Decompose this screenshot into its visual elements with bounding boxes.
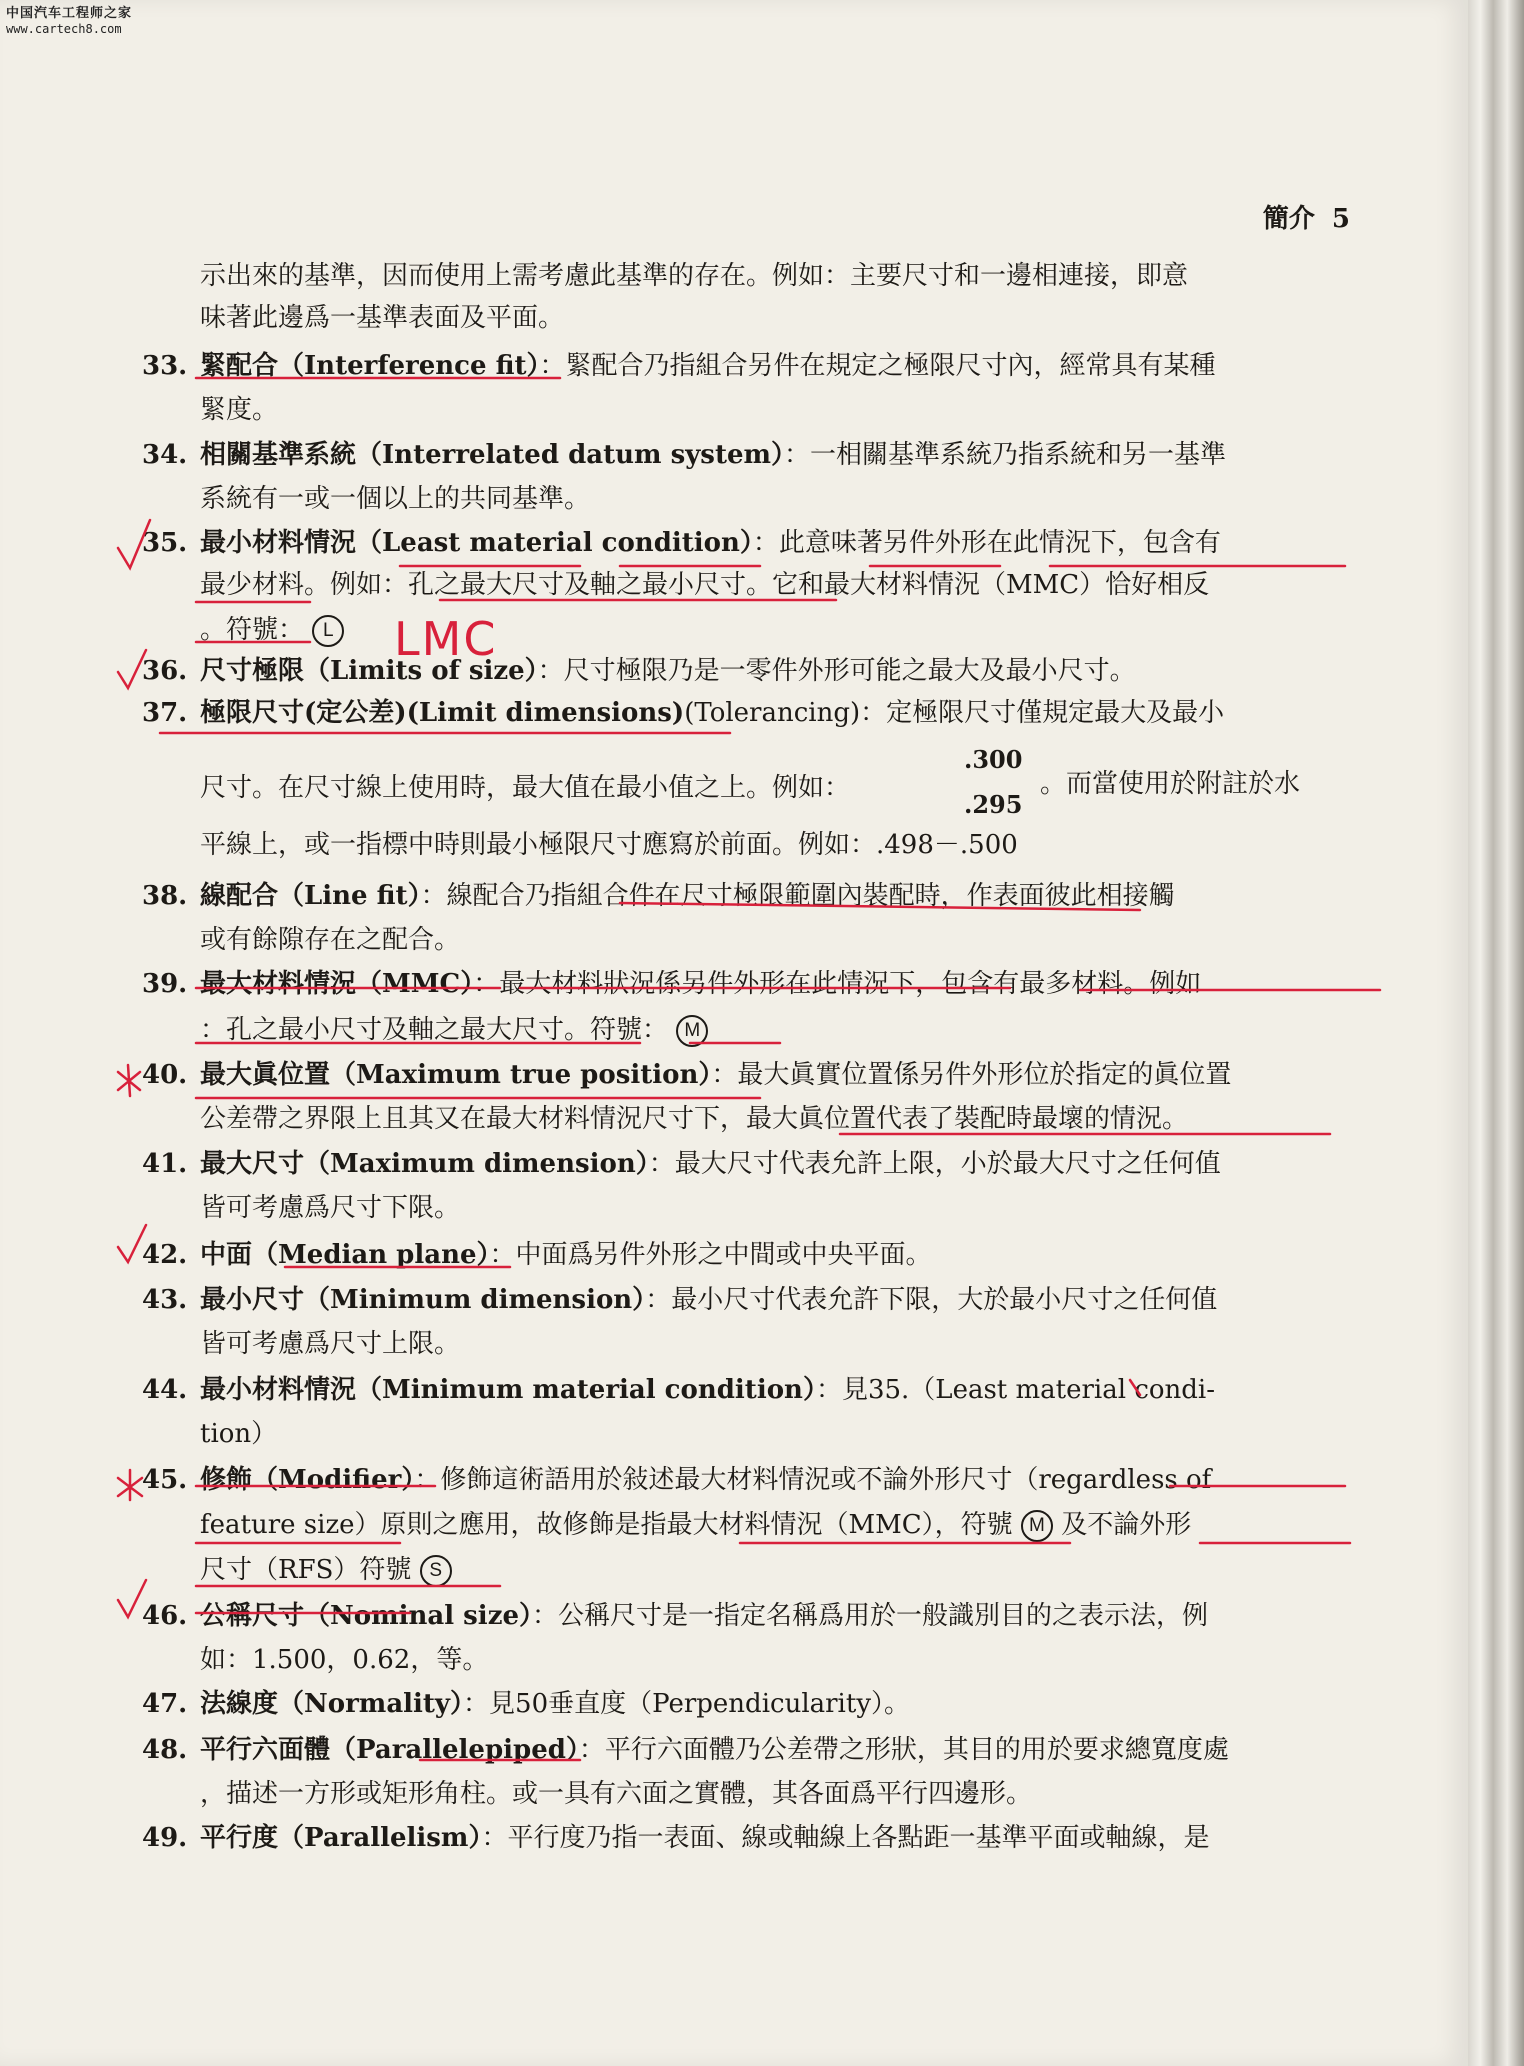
definition-line xyxy=(200,1462,1211,1498)
continuation-line xyxy=(200,1326,460,1362)
book-spine xyxy=(1468,0,1524,2066)
continuation-line xyxy=(200,567,1209,603)
continuation-line xyxy=(200,1012,708,1048)
line-text: 皆可考慮爲尺寸上限。 xyxy=(200,1329,461,1359)
term: 公稱尺寸（Nominal size） xyxy=(200,1601,532,1631)
definition-line xyxy=(200,966,1201,1002)
line-text: 如：1.500，0.62，等。 xyxy=(200,1645,489,1675)
term: 線配合（Line fit） xyxy=(200,881,421,911)
item-number: 37. xyxy=(142,698,188,728)
continuation-line xyxy=(200,481,590,517)
line-text: ：見50垂直度（Perpendicularity）。 xyxy=(463,1689,911,1719)
line-text: ：見35.（Least material condi- xyxy=(815,1375,1216,1405)
continuation-line xyxy=(200,1552,452,1588)
line-text: ：孔之最小尺寸及軸之最大尺寸。符號： xyxy=(200,1015,669,1045)
term: 最大尺寸（Maximum dimension） xyxy=(200,1149,649,1179)
watermark-logo: 中国汽车工程师之家 xyxy=(6,6,133,21)
definition-line xyxy=(200,1237,932,1273)
continuation-line xyxy=(200,922,460,958)
term: 尺寸極限（Limits of size） xyxy=(200,656,538,686)
item-number: 39. xyxy=(142,969,188,999)
fraction-bottom: .295 xyxy=(964,790,1023,819)
term: 平行度（Parallelism） xyxy=(200,1823,482,1853)
line-text: ：公稱尺寸是一指定名稱爲用於一般識別目的之表示法，例 xyxy=(532,1601,1209,1631)
term: 中面（Median plane） xyxy=(200,1240,490,1270)
continuation-line xyxy=(200,1776,1032,1812)
term: 最小材料情況（Least material condition） xyxy=(200,528,753,558)
symbol-circle: L xyxy=(312,615,344,647)
definition-line xyxy=(200,1598,1208,1634)
term: 緊配合（Interference fit） xyxy=(200,351,540,381)
continuation-line xyxy=(200,1190,460,1226)
line-text: ：線配合乃指組合件在尺寸極限範圍內裝配時，作表面彼此相接觸 xyxy=(420,881,1175,911)
line-text: ：中面爲另件外形之中間或中央平面。 xyxy=(489,1240,932,1270)
line-text: 系統有一或一個以上的共同基準。 xyxy=(200,484,591,514)
watermark xyxy=(6,6,156,36)
item-number: 47. xyxy=(142,1689,188,1719)
line-text: ：最大尺寸代表允許上限，小於最大尺寸之任何值 xyxy=(648,1149,1221,1179)
continuation-line xyxy=(200,258,1188,294)
term: 修飾（Modifier） xyxy=(200,1465,415,1495)
line-text: tion） xyxy=(200,1419,278,1449)
term: 最大材料情況（MMC） xyxy=(200,969,474,999)
term: 極限尺寸(定公差)(Limit dimensions) xyxy=(200,698,685,728)
line-text: 尺寸（RFS）符號 xyxy=(200,1555,412,1585)
continuation-line xyxy=(200,770,850,806)
definition-line xyxy=(200,348,1216,384)
term: 最小材料情況（Minimum material condition） xyxy=(200,1375,816,1405)
item-number: 38. xyxy=(142,881,188,911)
line-text: 緊度。 xyxy=(200,395,279,425)
term: 最小尺寸（Minimum dimension） xyxy=(200,1285,646,1315)
symbol-circle: M xyxy=(676,1015,708,1047)
continuation-line xyxy=(200,1642,488,1678)
line-text: 味著此邊爲一基準表面及平面。 xyxy=(200,303,565,333)
line-text: (Tolerancing)：定極限尺寸僅規定最大及最小 xyxy=(684,698,1225,728)
line-text: 尺寸。在尺寸線上使用時，最大值在最小值之上。例如： xyxy=(200,773,851,803)
definition-line xyxy=(200,1282,1217,1318)
definition-line xyxy=(200,653,1136,689)
line-text: 或有餘隙存在之配合。 xyxy=(200,925,461,955)
continuation-line xyxy=(200,1507,1191,1543)
continuation-line xyxy=(200,1101,1188,1137)
item-number: 36. xyxy=(142,656,188,686)
term: 相關基準系統（Interrelated datum system） xyxy=(200,440,785,470)
definition-line xyxy=(200,1372,1215,1408)
definition-line xyxy=(200,695,1224,731)
line-text: 皆可考慮爲尺寸下限。 xyxy=(200,1193,461,1223)
line-37-tail: 。而當使用於附註於水 xyxy=(1040,769,1301,799)
line-tail: 及不論外形 xyxy=(1061,1510,1192,1540)
item-number: 49. xyxy=(142,1823,188,1853)
definition-line xyxy=(200,1146,1221,1182)
item-number: 45. xyxy=(142,1465,188,1495)
symbol-circle: S xyxy=(420,1555,452,1587)
term: 最大眞位置（Maximum true position） xyxy=(200,1060,712,1090)
handwritten-lmc-annotation: LMC xyxy=(394,612,498,666)
continuation-line xyxy=(200,827,1018,863)
line-text: ：最大材料狀況係另件外形在此情況下，包含有最多材料。例如 xyxy=(473,969,1202,999)
line-text: 示出來的基準，因而使用上需考慮此基準的存在。例如：主要尺寸和一邊相連接，即意 xyxy=(200,261,1189,291)
line-text: ：最大眞實位置係另件外形位於指定的眞位置 xyxy=(711,1060,1232,1090)
line-text: ：尺寸極限乃是一零件外形可能之最大及最小尺寸。 xyxy=(537,656,1136,686)
item-number: 34. xyxy=(142,440,188,470)
item-number: 46. xyxy=(142,1601,188,1631)
section-title: 簡介 xyxy=(1262,204,1315,234)
continuation-line xyxy=(200,300,564,336)
item-number: 40. xyxy=(142,1060,188,1090)
line-text: ：此意味著另件外形在此情況下，包含有 xyxy=(752,528,1221,558)
watermark-url: www.cartech8.com xyxy=(6,22,122,36)
item-number: 48. xyxy=(142,1735,188,1765)
line-text: ：修飾這術語用於敍述最大材料情況或不論外形尺寸（regardless of xyxy=(414,1465,1212,1495)
continuation-line xyxy=(200,1416,277,1452)
line-text: feature size）原則之應用，故修飾是指最大材料情況（MMC），符號 xyxy=(200,1510,1013,1540)
definition-line xyxy=(200,1820,1209,1856)
item-number: 41. xyxy=(142,1149,188,1179)
line-text: ：緊配合乃指組合另件在規定之極限尺寸內，經常具有某種 xyxy=(539,351,1216,381)
line-text: 最少材料。例如：孔之最大尺寸及軸之最小尺寸。它和最大材料情況（MMC）恰好相反 xyxy=(200,570,1210,600)
line-text: ：最小尺寸代表允許下限，大於最小尺寸之任何值 xyxy=(645,1285,1218,1315)
symbol-circle: M xyxy=(1021,1510,1053,1542)
running-header xyxy=(1255,198,1350,235)
definition-line xyxy=(200,1057,1231,1093)
item-number: 35. xyxy=(142,528,188,558)
definition-line xyxy=(200,1732,1229,1768)
line-text: ，描述一方形或矩形角柱。或一具有六面之實體，其各面爲平行四邊形。 xyxy=(200,1779,1033,1809)
line-text: 。符號： xyxy=(200,615,305,645)
line-text: 平線上，或一指標中時則最小極限尺寸應寫於前面。例如：.498－.500 xyxy=(200,830,1018,860)
line-text: ：平行度乃指一表面、線或軸線上各點距一基準平面或軸線，是 xyxy=(481,1823,1210,1853)
definition-line xyxy=(200,1686,910,1722)
term: 平行六面體（Parallelepiped） xyxy=(200,1735,579,1765)
definition-line xyxy=(200,437,1226,473)
continuation-line xyxy=(200,612,344,648)
definition-line xyxy=(200,878,1175,914)
line-text: 公差帶之界限上且其又在最大材料情況尺寸下，最大眞位置代表了裝配時最壞的情況。 xyxy=(200,1104,1189,1134)
line-text: ：平行六面體乃公差帶之形狀，其目的用於要求總寬度處 xyxy=(578,1735,1229,1765)
term: 法線度（Normality） xyxy=(200,1689,464,1719)
line-text: ：一相關基準系統乃指系統和另一基準 xyxy=(784,440,1227,470)
item-number: 44. xyxy=(142,1375,188,1405)
continuation-line xyxy=(200,392,278,428)
page-number: 5 xyxy=(1331,204,1350,234)
fraction-top: .300 xyxy=(964,745,1023,774)
definition-line xyxy=(200,525,1221,561)
item-number: 33. xyxy=(142,351,188,381)
item-number: 42. xyxy=(142,1240,188,1270)
item-number: 43. xyxy=(142,1285,188,1315)
